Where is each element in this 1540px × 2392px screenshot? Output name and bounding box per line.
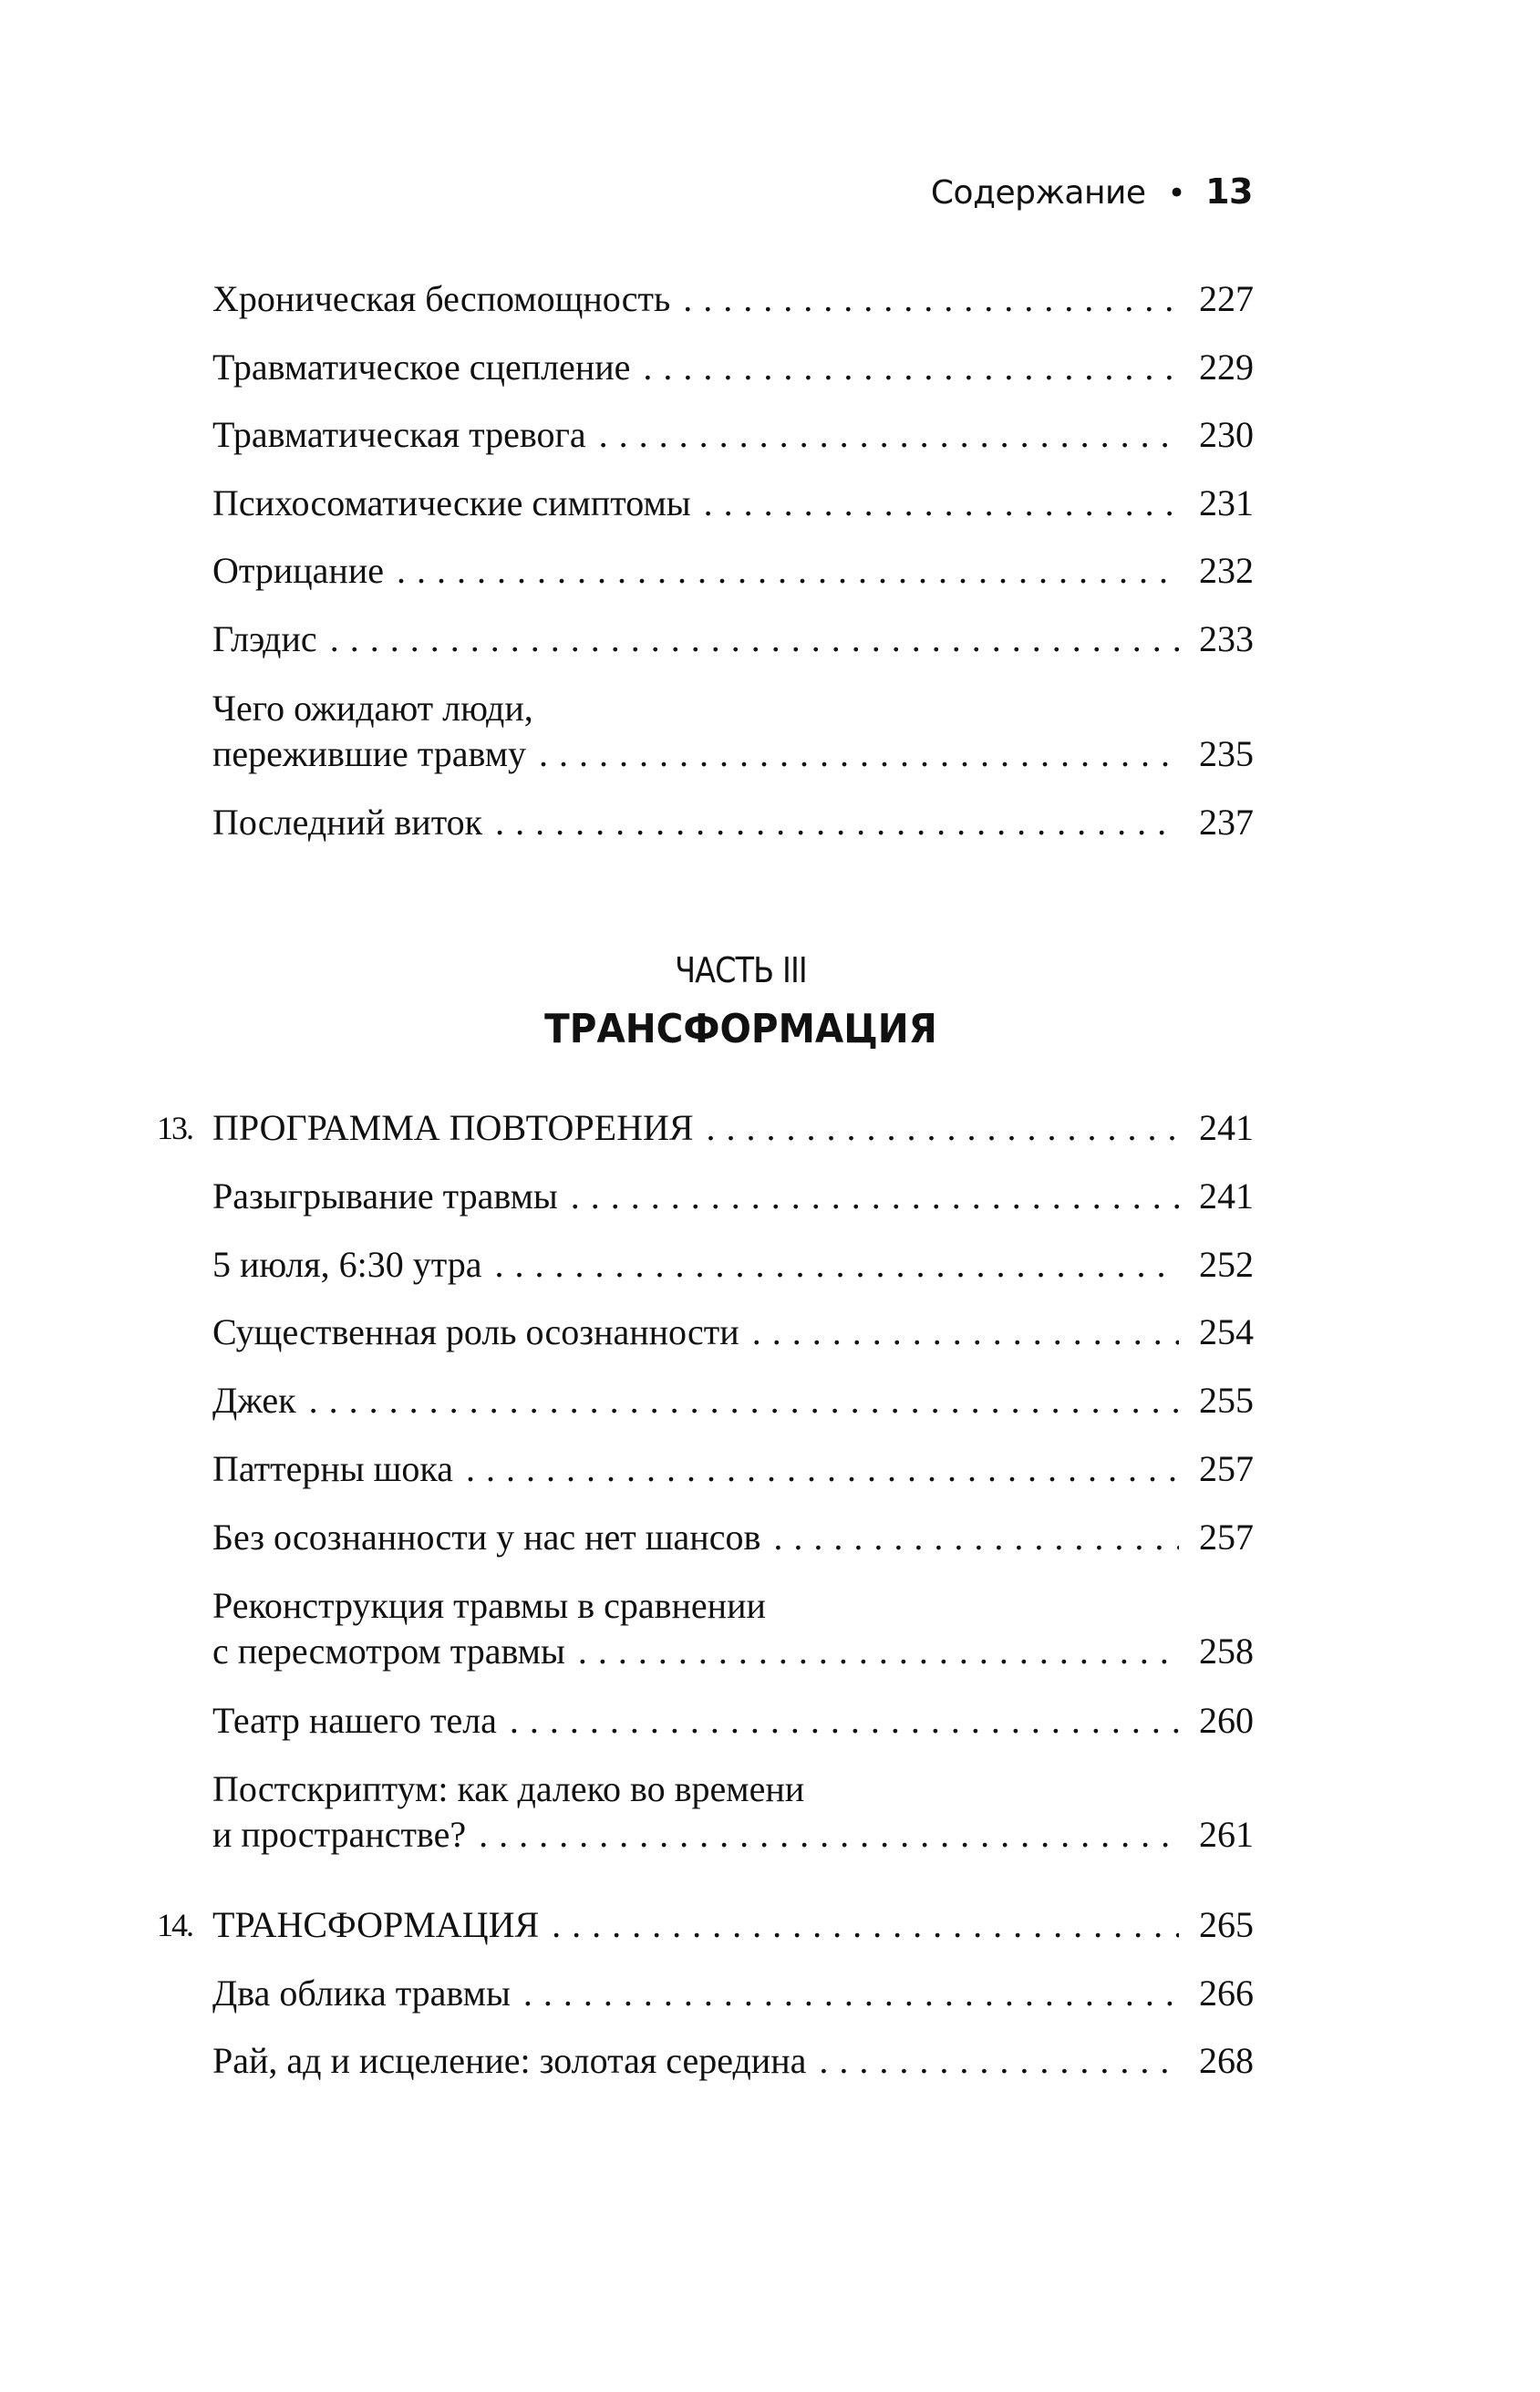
toc-entry[interactable] [212,1242,1254,1288]
toc-entry[interactable] [212,1583,1254,1674]
running-head [931,171,1253,212]
dot-leader [707,1105,1179,1151]
toc-entry-title-line2: с пересмотром травмы [212,1631,565,1672]
dot-leader [309,1378,1179,1424]
bullet-separator-icon: • [1167,175,1186,212]
dot-leader [523,1971,1179,2016]
toc-entry-title: Глэдис [212,618,317,659]
dot-leader [599,412,1179,458]
toc-entry-page: 254 [1199,1311,1254,1352]
toc-entry-page: 255 [1199,1380,1254,1421]
dot-leader [704,481,1179,526]
toc-entry[interactable] [212,1378,1254,1424]
toc-entry[interactable] [212,548,1254,594]
toc-entry-title: Последний виток [212,802,483,843]
toc-entry-title: Существенная роль осознанности [212,1311,739,1352]
toc-entry-page: 266 [1199,1973,1254,2014]
toc-entry[interactable] [212,616,1254,662]
dot-leader [752,1310,1179,1355]
toc-entry-title-line2: и пространстве? [212,1814,467,1855]
toc-entry[interactable] [212,1971,1254,2016]
toc-entry[interactable] [212,1515,1254,1560]
toc-entry-title: Паттерны шока [212,1448,453,1489]
page-number: 13 [1205,171,1253,212]
toc-entry-page: 235 [1199,733,1254,774]
dot-leader [510,1698,1179,1744]
toc-entry-title: Рай, ад и исцеление: золотая середина [212,2040,807,2081]
chapter-number: 14. [157,1907,192,1943]
toc-entry-title-line1: Постскриптум: как далеко во времени [212,1768,805,1809]
chapter-number: 13. [157,1110,192,1146]
dot-leader [495,800,1179,845]
toc-entry-page: 227 [1199,278,1254,319]
dot-leader [466,1446,1179,1492]
toc-entry-page: 252 [1199,1244,1254,1285]
dot-leader [552,1902,1179,1948]
toc-entry-title: 5 июля, 6:30 утра [212,1244,482,1285]
running-head-section: Содержание [930,174,1146,212]
toc-entry-title: Психосоматические симптомы [212,482,691,523]
dot-leader [397,548,1179,594]
chapter-title: ПРОГРАММА ПОВТОРЕНИЯ [212,1107,694,1148]
chapter-page: 265 [1199,1904,1254,1945]
toc-chapter-14[interactable] [157,1902,1254,1948]
toc-entry-page: 233 [1199,618,1254,659]
toc-entry-title: Отрицание [212,550,384,591]
toc-entry-page: 241 [1199,1175,1254,1217]
toc-entry-title-line1: Чего ожидают люди, [212,688,533,729]
toc-entry[interactable] [212,481,1254,526]
dot-leader [819,2038,1179,2084]
chapter-title: ТРАНСФОРМАЦИЯ [212,1904,540,1945]
dot-leader [495,1242,1180,1288]
toc-entry[interactable] [212,1766,1254,1858]
toc-entry-page: 230 [1199,414,1254,455]
toc-entry-title: Хроническая беспомощность [212,278,671,319]
dot-leader [683,276,1179,322]
toc-entry-title: Без осознанности у нас нет шансов [212,1517,761,1558]
toc-entry-page: 261 [1199,1814,1254,1855]
toc-entry-page: 237 [1199,802,1254,843]
toc-entry-title-line2: пережившие травму [212,733,527,774]
toc-entry[interactable] [212,345,1254,390]
toc-entry-page: 268 [1199,2040,1254,2081]
dot-leader [571,1174,1179,1219]
toc-entry-title: Джек [212,1380,296,1421]
toc-entry-page: 232 [1199,550,1254,591]
toc-entry-title-line1: Реконструкция травмы в сравнении [212,1585,766,1626]
dot-leader [578,1629,1179,1674]
dot-leader [539,731,1179,777]
toc-entry-page: 260 [1199,1700,1254,1741]
toc-entry-title: Два облика травмы [212,1973,511,2014]
toc-entry[interactable] [212,1446,1254,1492]
toc-entry-page: 257 [1199,1448,1254,1489]
dot-leader [479,1812,1179,1858]
toc-entry[interactable] [212,412,1254,458]
toc-entry[interactable] [212,1174,1254,1219]
toc-entry[interactable] [212,1698,1254,1744]
toc-entry[interactable] [212,276,1254,322]
toc-entry-page: 229 [1199,347,1254,388]
toc-entry-page: 231 [1199,482,1254,523]
part-title: ТРАНСФОРМАЦИЯ [544,1006,937,1052]
toc-entry-title: Травматическая тревога [212,414,586,455]
toc-entry-title: Театр нашего тела [212,1700,497,1741]
toc-chapter-13[interactable] [157,1105,1254,1151]
toc-entry[interactable] [212,800,1254,845]
toc-entry[interactable] [212,1310,1254,1355]
toc-entry-title: Травматическое сцепление [212,347,631,388]
toc-entry-page: 258 [1199,1631,1254,1672]
dot-leader [773,1515,1179,1560]
toc-entry-page: 257 [1199,1517,1254,1558]
dot-leader [643,345,1179,390]
dot-leader [330,616,1179,662]
toc-entry-title: Разыгрывание травмы [212,1175,558,1217]
toc-entry[interactable] [212,2038,1254,2084]
toc-entry[interactable] [212,686,1254,777]
part-label: ЧАСТЬ III [675,950,807,990]
chapter-page: 241 [1199,1107,1254,1148]
